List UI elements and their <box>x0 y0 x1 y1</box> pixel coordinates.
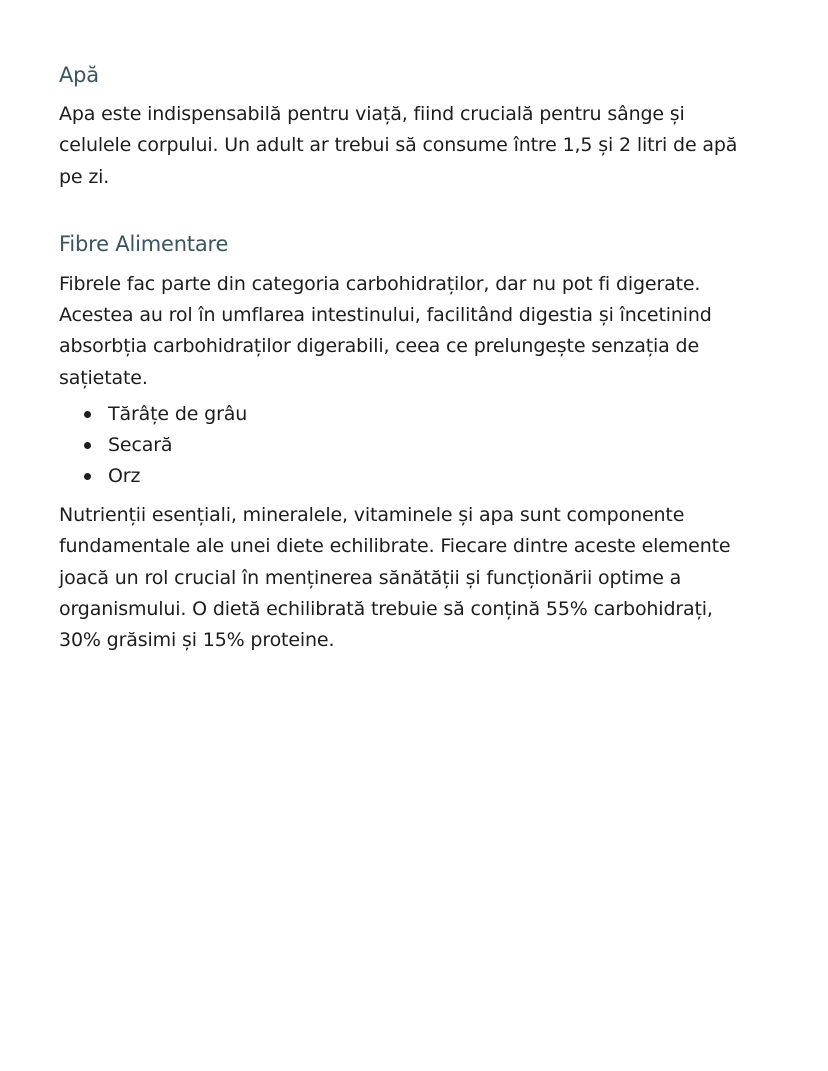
list-item <box>81 430 759 461</box>
bullet-icon <box>84 473 91 480</box>
list-item <box>81 461 759 492</box>
bullet-icon <box>84 442 91 449</box>
summary-paragraph: Nutrienții esențiali, mineralele, vitaminele și apa sunt componente fundamentale ale unei diete echilibrate. Fiecare dintre aceste elemente joacă un rol crucial în menținerea sănătății și funcționării optime a organismului. O dietă echilibrată trebuie să conțină 55% carbohidrați, 30% grăsimi și 15% proteine. <box>59 504 731 652</box>
list-item <box>81 399 759 430</box>
fibre-sources-list <box>59 399 759 492</box>
section-heading-fibre: Fibre Alimentare <box>59 231 229 256</box>
section-text-apa: Apa este indispensabilă pentru viață, fiind crucială pentru sânge și celulele corpului. Un adult ar trebui să consume între 1,5 și 2 litri de apă pe zi. <box>59 103 738 188</box>
section-heading-apa: Apă <box>59 63 99 87</box>
list-item-label: Secară <box>108 434 173 457</box>
list-item-label: Tărâțe de grâu <box>108 403 248 426</box>
document-page <box>59 58 759 657</box>
section-text-fibre: Fibrele fac parte din categoria carbohidraților, dar nu pot fi digerate. Acestea au rol în umflarea intestinului, facilitând digestia și încetinind absorbția carbohidraților digerabili, ceea ce prelungește senzația de sațietate. <box>59 272 712 389</box>
bullet-icon <box>84 411 91 418</box>
list-item-label: Orz <box>108 465 141 488</box>
